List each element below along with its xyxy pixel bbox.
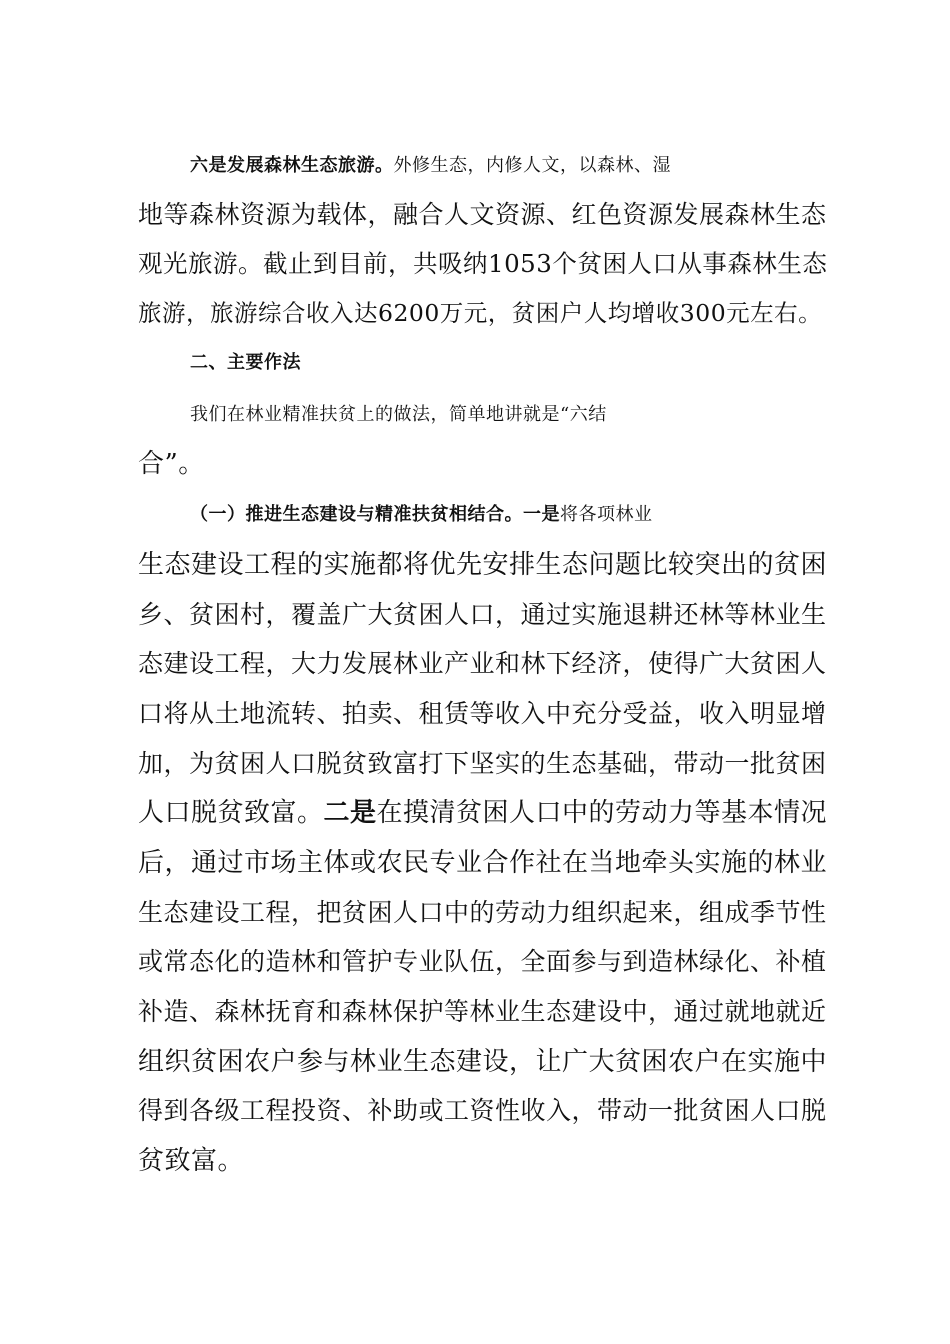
paragraph-line (138, 646, 828, 682)
paragraph-line (138, 1044, 828, 1080)
body-text: 人口脱贫致富。 (138, 798, 324, 828)
body-text: 合”。 (138, 449, 205, 479)
paragraph-line (138, 446, 828, 482)
paragraph-line (138, 994, 828, 1030)
body-text: 补造、森林抚育和森林保护等林业生态建设中，通过就地就近 (138, 997, 827, 1026)
paragraph-line (138, 197, 828, 233)
paragraph-line (138, 246, 828, 282)
paragraph-line (138, 795, 828, 831)
body-text: 加，为贫困人口脱贫致富打下坚实的生态基础，带动一批贫困 (138, 749, 827, 778)
body-text: 外修生态，内修人文，以森林、湿 (393, 155, 671, 176)
body-text: 地等森林资源为载体，融合人文资源、红色资源发展森林生态 (138, 200, 827, 229)
paragraph-line (138, 295, 828, 331)
body-text: 贫致富。 (138, 1146, 245, 1176)
body-text: 生态建设工程的实施都将优先安排生态问题比较突出的贫困 (138, 550, 828, 580)
paragraph-line (138, 1093, 828, 1129)
paragraph-line (138, 845, 828, 881)
paragraph-line (138, 746, 828, 782)
paragraph-line (138, 944, 828, 980)
body-text: 我们在林业精准扶贫上的做法，简单地讲就是“六结 (190, 404, 607, 425)
paragraph-line (190, 397, 880, 433)
body-text: 后，通过市场主体或农民专业合作社在当地牵头实施的林业 (138, 848, 828, 878)
body-text: 口将从土地流转、拍卖、租赁等收入中充分受益，收入明显增 (138, 699, 827, 728)
body-text: 在摸清贫困人口中的劳动力等基本情况 (376, 798, 828, 828)
paragraph-line (138, 1143, 828, 1179)
body-text: 乡、贫困村，覆盖广大贫困人口，通过实施退耕还林等林业生 (138, 600, 827, 629)
section-heading (190, 345, 880, 381)
bold-marker: 二是 (323, 798, 377, 828)
subsection-title: （一）推进生态建设与精准扶贫相结合。一是 (190, 504, 560, 525)
paragraph-line (138, 597, 828, 633)
body-text: 或常态化的造林和管护专业队伍，全面参与到造林绿化、补植 (138, 947, 827, 976)
body-text: 生态建设工程，把贫困人口中的劳动力组织起来，组成季节性 (138, 898, 827, 927)
body-text: 旅游，旅游综合收入达6200万元，贫困户人均增收300元左右。 (138, 299, 823, 327)
body-text: 组织贫困农户参与林业生态建设，让广大贫困农户在实施中 (138, 1047, 828, 1077)
body-text: 得到各级工程投资、补助或工资性收入，带动一批贫困人口脱 (138, 1096, 827, 1125)
paragraph-line (138, 547, 828, 583)
body-text: 观光旅游。截止到目前，共吸纳1053个贫困人口从事森林生态 (138, 249, 828, 278)
paragraph-line (138, 895, 828, 931)
body-text: 将各项林业 (560, 504, 653, 525)
body-text: 态建设工程，大力发展林业产业和林下经济，使得广大贫困人 (138, 649, 827, 678)
bold-heading: 六是发展森林生态旅游。 (190, 155, 394, 176)
section-title: 二、主要作法 (190, 352, 301, 373)
paragraph-line (190, 497, 880, 533)
paragraph-line (138, 696, 828, 732)
paragraph-line (190, 148, 880, 184)
